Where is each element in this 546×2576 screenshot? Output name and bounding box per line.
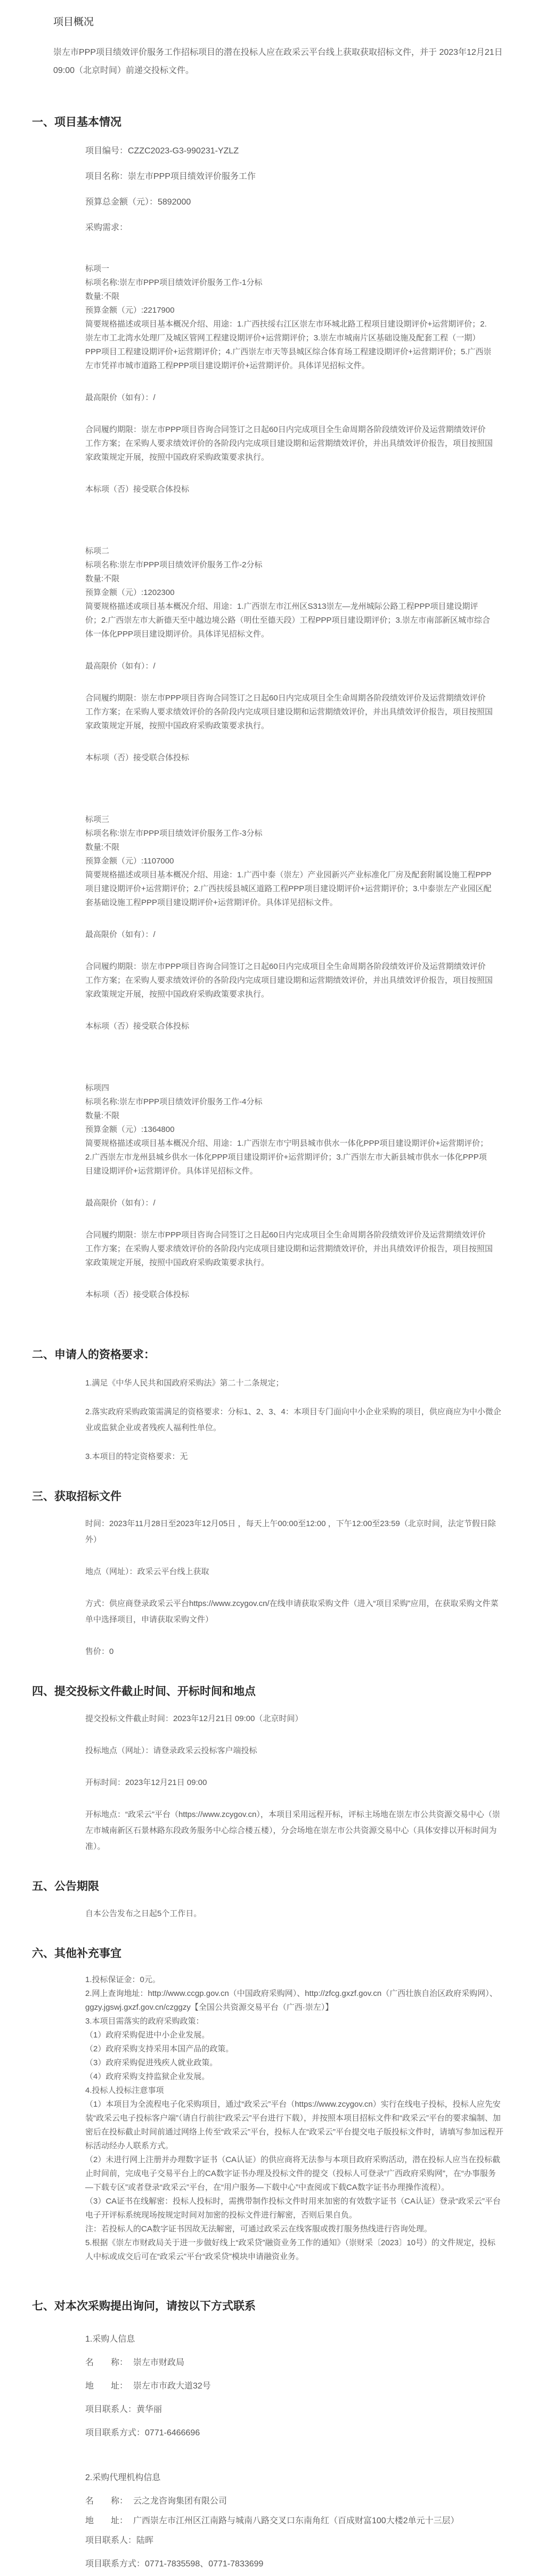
value: 0771-7835598、0771-7833699: [145, 2559, 264, 2569]
section-1-title: 一、项目基本情况: [32, 116, 121, 128]
supplement-line: （3）CA证书在线解密：投标人投标时，需携带制作投标文件时用来加密的有效数字证书（CA认证）登录“政采云”平台电子开评标系统现场按规定时间对加密的投标文件进行解密，否则后果自负。: [85, 2197, 501, 2220]
supplement-line: （4）政府采购支持监狱企业发展。: [85, 2072, 210, 2081]
lot-title: 标项名称:崇左市PPP项目绩效评价服务工作-4分标: [85, 1097, 263, 1106]
supplement-line: （1）本项目为全流程电子化采购项目，通过“政采云”平台（https://www.zcygov.cn）实行在线电子投标，投标人应先安装“政采云电子投标客户端”（请自行前往“政采云”平台进行下载），并按照本项目招标文件和“政采云”平台的要求编制、加密后在投标截止时间前通过网络上传至“政采云”平台，投标人在“政采云”平台提交电子版投标文件时，请填写参加远程开标活动经办人联系方式。: [85, 2100, 503, 2150]
lot-qty: 数量:不限: [85, 292, 120, 301]
section-4-title: 四、提交投标文件截止时间、开标时间和地点: [32, 1685, 256, 1698]
get-doc-method: 方式：供应商登录政采云平台https://www.zcygov.cn/在线申请获取采购文件（进入“项目采购”应用，在获取采购文件菜单中选择项目，申请获取采购文件）: [85, 1599, 499, 1624]
lot-desc: 简要规格描述或项目基本概况介绍、用途：1.广西崇左市宁明县城市供水一体化PPP项目建设期评价+运营期评价；2.广西崇左市龙州县城乡供水一体化PPP项目建设期评价+运营期评价；3.广西崇左市大新县城市供水一体化PPP项目建设期评价+运营期评价。具体详见招标文件。: [85, 1139, 488, 1176]
lot-qty: 数量:不限: [85, 1111, 120, 1120]
supplement-list: [32, 1973, 525, 2264]
lot-qty: 数量:不限: [85, 843, 120, 852]
value: 陆晖: [136, 2536, 154, 2545]
label: 名 称：: [85, 2358, 128, 2367]
section-5-title: 五、公告期限: [32, 1880, 99, 1893]
lot-max-bid: 最高限价（如有）：/: [85, 1199, 156, 1208]
lot-budget: 预算金额（元）:1202300: [85, 588, 175, 597]
purchaser-title: 1.采购人信息: [85, 2335, 135, 2344]
label: 地 址：: [85, 2382, 128, 2391]
lot-qty: 数量:不限: [85, 574, 120, 583]
lot-name: 标项四: [85, 1083, 110, 1093]
project-no: 项目编号：CZZC2023-G3-990231-YZLZ: [85, 146, 239, 156]
lot-desc: 简要规格描述或项目基本概况介绍、用途：1.广西中泰（崇左）产业园新兴产业标准化厂房及配套附属设施工程PPP项目建设期评价+运营期评价；2.广西扶绥县城区道路工程PPP项目建设期评价+运营期评价；3.中泰崇左产业园区配套基础设施工程PPP项目建设期评价+运营期评价。具体详见招标文件。: [85, 870, 492, 907]
lot-consortium: 本标项（否）接受联合体投标: [85, 1022, 190, 1031]
project-budget: 预算总金额（元）：5892000: [85, 198, 191, 207]
lot-title: 标项名称:崇左市PPP项目绩效评价服务工作-1分标: [85, 278, 263, 287]
label: 项目联系方式：: [85, 2559, 145, 2569]
purchaser-contact-row: [32, 2398, 525, 2422]
purchaser-phone-row: [32, 2422, 525, 2445]
lot-budget: 预算金额（元）:1364800: [85, 1125, 175, 1134]
lot-2: [32, 544, 525, 765]
overview-body: 崇左市PPP项目绩效评价服务工作招标项目的潜在投标人应在政采云平台线上获取获取招标文件，并于 2023年12月21日 09:00（北京时间）前递交投标文件。: [53, 48, 503, 75]
qual-item-3: 3.本项目的特定资格要求：无: [85, 1452, 188, 1461]
agency-contact-row: [32, 2529, 525, 2553]
requirement-label: 采购需求：: [85, 223, 128, 232]
value: 0771-6466696: [145, 2428, 200, 2438]
project-name: 项目名称：崇左市PPP项目绩效评价服务工作: [85, 172, 256, 181]
section-3-title: 三、获取招标文件: [32, 1490, 121, 1503]
lot-contract: 合同履约期限：崇左市PPP项目咨询合同签订之日起60日内完成项目全生命周期各阶段绩效评价及运营期绩效评价工作方案；在采购人要求绩效评价的各阶段内完成项目建设期和运营期绩效评价，并出具绩效评价报告，项目按照国家政策规定开展，按照中国政府采购政策要求执行。: [85, 694, 493, 730]
supplement-line: 3.本项目需落实的政府采购政策：: [85, 2017, 204, 2026]
agency-phone-row: [32, 2553, 525, 2576]
submit-place: 投标地点（网址）：请登录政采云投标客户端投标: [85, 1746, 257, 1755]
section-6-title: 六、其他补充事宜: [32, 1947, 121, 1960]
lot-max-bid: 最高限价（如有）：/: [85, 930, 156, 939]
qual-item-2: 2.落实政府采购政策需满足的资格要求：分标1、2、3、4：本项目专门面向中小企业采购的项目，供应商应为中小微企业或监狱企业或者残疾人福利性单位。: [85, 1407, 501, 1432]
lot-name: 标项一: [85, 264, 110, 273]
lot-budget: 预算金额（元）:1107000: [85, 857, 174, 866]
lot-max-bid: 最高限价（如有）：/: [85, 393, 156, 402]
get-doc-place: 地点（网址）：政采云平台线上获取: [85, 1567, 209, 1576]
lot-consortium: 本标项（否）接受联合体投标: [85, 753, 190, 762]
value: 黄华丽: [136, 2405, 162, 2414]
lot-4: [32, 1081, 525, 1302]
lot-3: [32, 813, 525, 1033]
agency-address-row: [32, 2513, 525, 2529]
lot-consortium: 本标项（否）接受联合体投标: [85, 1290, 190, 1299]
supplement-line: （2）未进行网上注册并办理数字证书（CA认证）的供应商将无法参与本项目政府采购活动，潜在投标人应当在投标截止时间前，完成电子交易平台上的CA数字证书办理及投标文件的提交（投标人可登录“广西政府采购网”，在“办事服务—下载专区”或者登录“政采云”平台，在“用户服务—下载中心”中查阅或下载CA数字证书办理操作流程）。: [85, 2155, 501, 2192]
lot-title: 标项名称:崇左市PPP项目绩效评价服务工作-2分标: [85, 560, 263, 569]
value: 广西崇左市江州区江南路与城南八路交叉口东南角红（百成财富100大楼2单元十三层）: [133, 2516, 459, 2525]
agency-name-row: [32, 2490, 525, 2513]
section-2-title: 二、申请人的资格要求：: [32, 1349, 155, 1361]
lot-desc: 简要规格描述或项目基本概况介绍、用途：1.广西扶绥右江区崇左市环城北路工程项目建设期评价+运营期评价；2.崇左市工北湾水处理厂及城区管网工程建设期评价+运营期评价；3.崇左市城南片区基础设施及配套工程（一期）PPP项目工程建设期评价+运营期评价；4.广西崇左市天等县城区综合体育场工程建设期评价+运营期评价；5.广西崇左市凭祥市城市道路工程PPP项目建设期评价+运营期评价。具体详见招标文件。: [85, 320, 492, 370]
supplement-line: 4.投标人投标注意事项: [85, 2086, 164, 2095]
label: 名 称：: [85, 2497, 128, 2506]
lot-budget: 预算金额（元）:2217900: [85, 306, 175, 315]
notice-period: 自本公告发布之日起5个工作日。: [85, 1909, 202, 1918]
label: 地 址：: [85, 2516, 128, 2525]
lot-desc: 简要规格描述或项目基本概况介绍、用途：1.广西崇左市江州区S313崇左—龙州城际公路工程PPP项目建设期评价；2.广西崇左市大新德天至中越边境公路（明仕至德天段）工程PPP项目建设期评价；3.崇左市南部新区城市综合体一体化PPP项目建设期评价。具体详见招标文件。: [85, 602, 491, 639]
lot-max-bid: 最高限价（如有）：/: [85, 662, 156, 671]
lot-title: 标项名称:崇左市PPP项目绩效评价服务工作-3分标: [85, 829, 263, 838]
supplement-line: 2.网上查询地址：http://www.ccgp.gov.cn（中国政府采购网）、http://zfcg.gxzf.gov.cn（广西壮族自治区政府采购网）、ggzy.jgswj.gxzf.gov.cn/czggzy【全国公共资源交易平台（广西·崇左）】: [85, 1989, 498, 2012]
supplement-line: 5.根据《崇左市财政局关于进一步做好线上“政采贷”融资业务工作的通知》（崇财采〔2023〕10号）的文件规定，投标人中标或成交后可在“政采云”平台“政采贷”模块申请融资业务。: [85, 2238, 496, 2261]
lot-contract: 合同履约期限：崇左市PPP项目咨询合同签订之日起60日内完成项目全生命周期各阶段绩效评价及运营期绩效评价工作方案；在采购人要求绩效评价的各阶段内完成项目建设期和运营期绩效评价，并出具绩效评价报告，项目按照国家政策规定开展，按照中国政府采购政策要求执行。: [85, 1230, 493, 1267]
supplement-line: （3）政府采购促进残疾人就业政策。: [85, 2058, 218, 2067]
qual-item-1: 1.满足《中华人民共和国政府采购法》第二十二条规定；: [85, 1379, 284, 1388]
section-7-title: 七、对本次采购提出询问，请按以下方式联系: [32, 2300, 256, 2312]
open-place: 开标地点：“政采云”平台（https://www.zcygov.cn），本项目采用远程开标，评标主场地在崇左市公共资源交易中心（崇左市城南新区石景林路东段政务服务中心综合楼五楼），分会场地在崇左市公共资源交易中心（具体安排以开标时间为准）。: [85, 1810, 500, 1851]
purchaser-address-row: [32, 2375, 525, 2398]
supplement-line: 1.投标保证金：0元。: [85, 1975, 160, 1984]
value: 云之龙咨询集团有限公司: [133, 2497, 227, 2506]
agency-title: 2.采购代理机构信息: [85, 2473, 161, 2482]
label: 项目联系人：: [85, 2536, 137, 2545]
label: 项目联系人：: [85, 2405, 137, 2414]
open-time: 开标时间：2023年12月21日 09:00: [85, 1778, 207, 1787]
value: 崇左市财政局: [133, 2358, 185, 2367]
lot-1: [32, 262, 525, 496]
label: 项目联系方式：: [85, 2428, 145, 2438]
supplement-line: （1）政府采购促进中小企业发展。: [85, 2031, 210, 2040]
supplement-line: 注：若投标人的CA数字证书因故无法解密，可通过政采云在线客服或拨打服务热线进行咨询处理。: [85, 2224, 432, 2233]
lot-consortium: 本标项（否）接受联合体投标: [85, 485, 190, 494]
overview-title: 项目概况: [53, 17, 94, 28]
get-doc-price: 售价：0: [85, 1647, 114, 1656]
lot-contract: 合同履约期限：崇左市PPP项目咨询合同签订之日起60日内完成项目全生命周期各阶段绩效评价及运营期绩效评价工作方案；在采购人要求绩效评价的各阶段内完成项目建设期和运营期绩效评价，并出具绩效评价报告，项目按照国家政策规定开展，按照中国政府采购政策要求执行。: [85, 425, 493, 462]
lot-name: 标项三: [85, 815, 110, 824]
lot-contract: 合同履约期限：崇左市PPP项目咨询合同签订之日起60日内完成项目全生命周期各阶段绩效评价及运营期绩效评价工作方案；在采购人要求绩效评价的各阶段内完成项目建设期和运营期绩效评价，并出具绩效评价报告，项目按照国家政策规定开展，按照中国政府采购政策要求执行。: [85, 962, 493, 999]
lot-name: 标项二: [85, 547, 110, 556]
submit-deadline: 提交投标文件截止时间：2023年12月21日 09:00（北京时间）: [85, 1714, 303, 1723]
supplement-line: （2）政府采购支持采用本国产品的政策。: [85, 2044, 234, 2053]
get-doc-time: 时间：2023年11月28日至2023年12月05日 ，每天上午00:00至12:00 ，下午12:00至23:59（北京时间，法定节假日除外）: [85, 1519, 496, 1544]
purchaser-name-row: [32, 2351, 525, 2375]
value: 崇左市市政大道32号: [133, 2382, 211, 2391]
